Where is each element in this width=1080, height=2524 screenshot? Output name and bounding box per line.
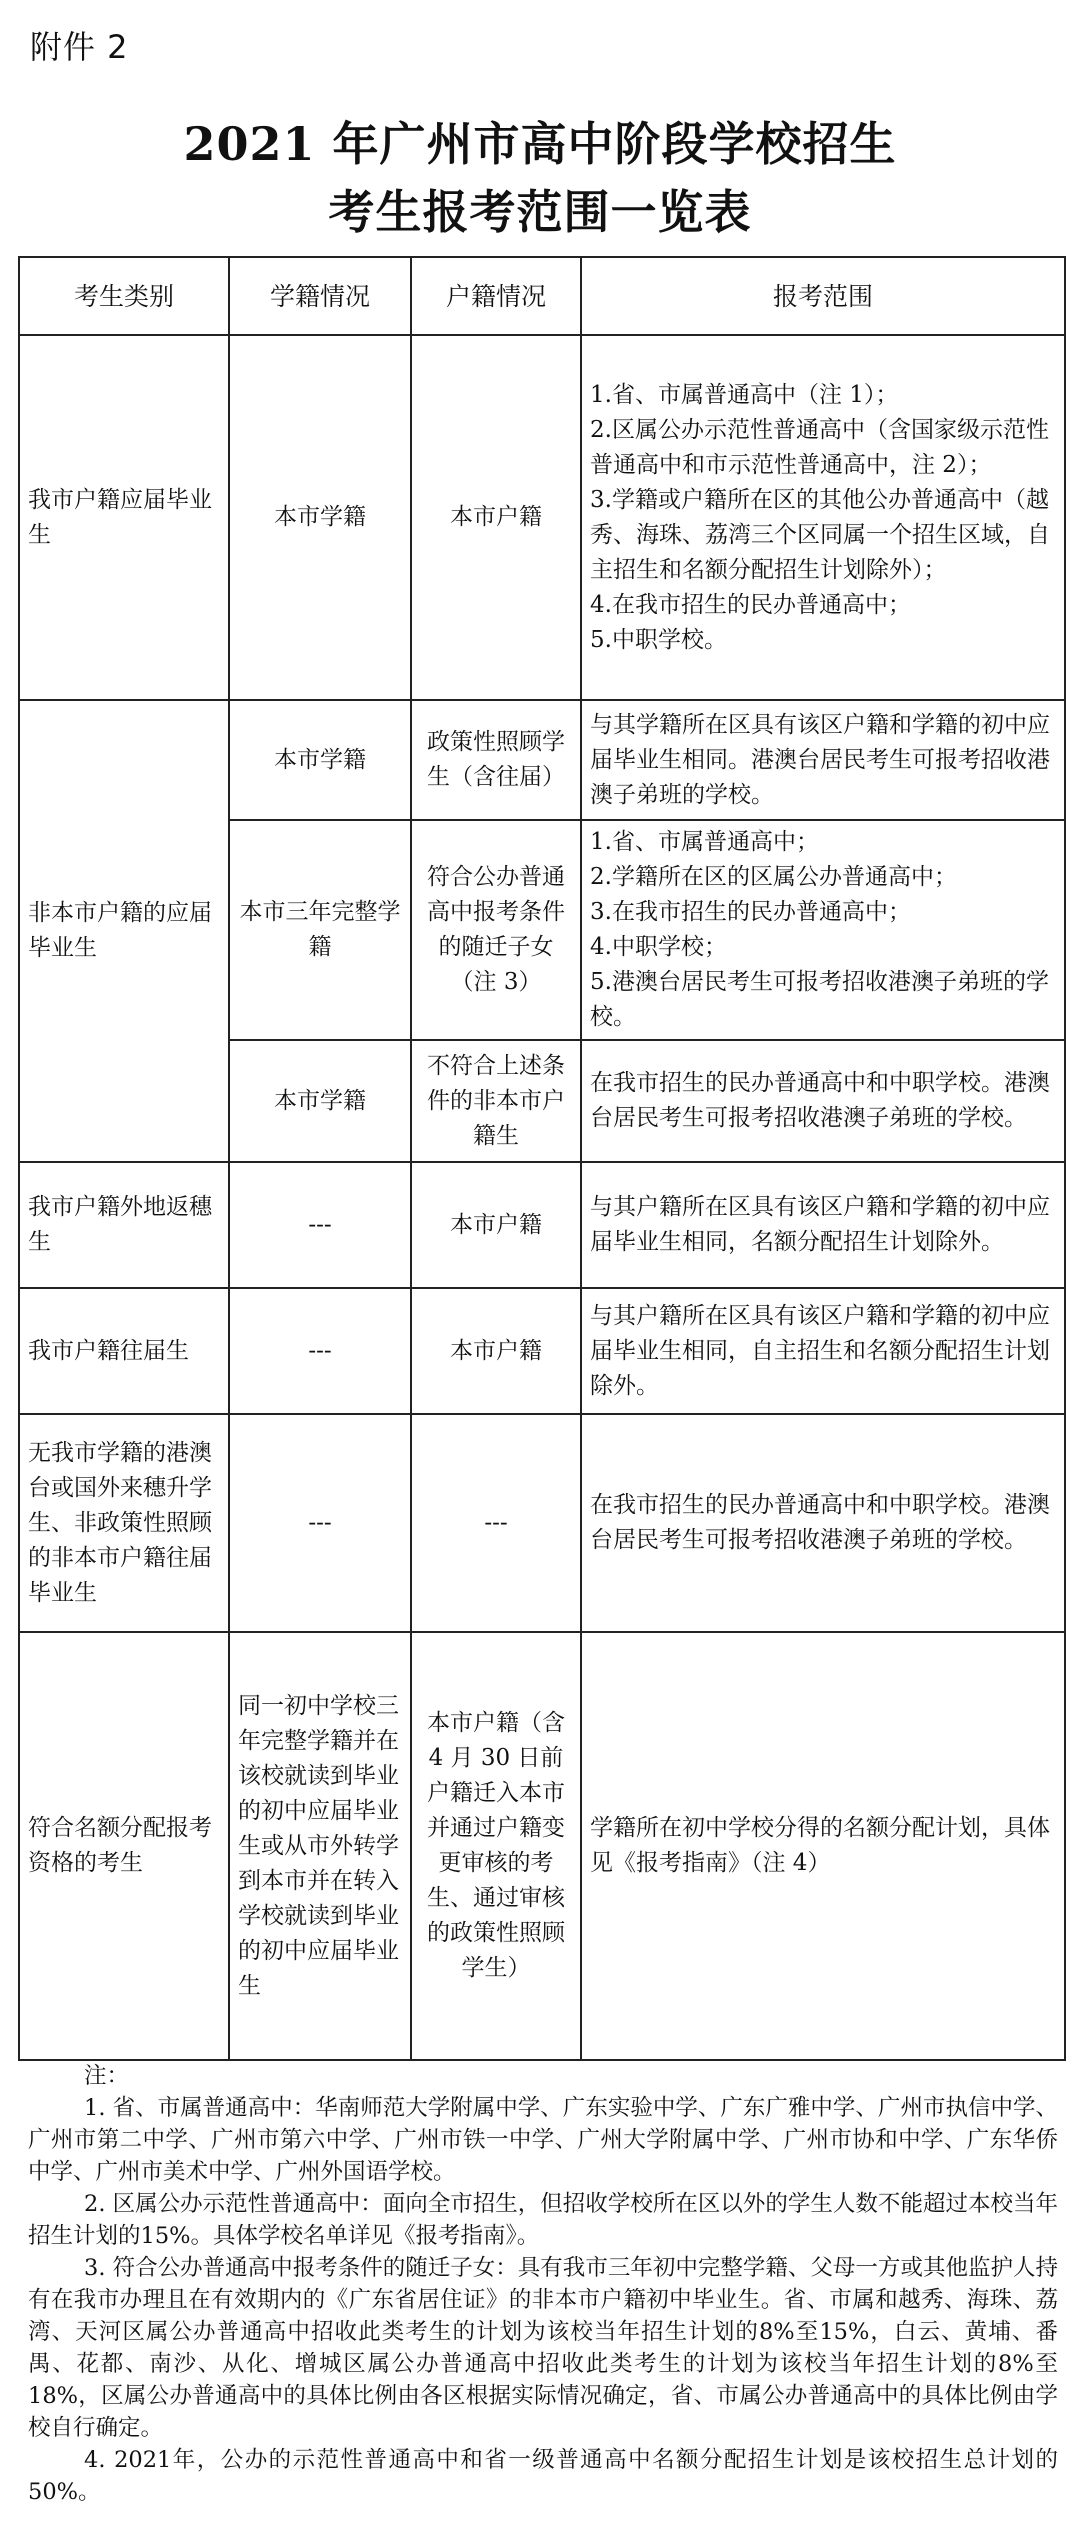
row-category: 无我市学籍的港澳台或国外来穗升学生、非政策性照顾的非本市户籍往届毕业生 xyxy=(19,1414,229,1632)
scope-line: 5.港澳台居民考生可报考招收港澳子弟班的学校。 xyxy=(590,969,1049,1030)
table-header-row xyxy=(19,257,1065,335)
attachment-label: 附件 2 xyxy=(30,28,129,66)
row-scope xyxy=(581,335,1065,700)
row-category: 符合名额分配报考资格的考生 xyxy=(19,1632,229,2060)
row-school-status: 本市学籍 xyxy=(229,335,411,700)
note-4: 4. 2021年，公办的示范性普通高中和省一级普通高中名额分配招生计划是该校招生总计划的50%。 xyxy=(28,2447,1058,2505)
scope-line: 3.在我市招生的民办普通高中； xyxy=(590,899,911,925)
scope-line: 2.区属公办示范性普通高中（含国家级示范性普通高中和市示范性普通高中，注 2）； xyxy=(590,416,1049,478)
table-row xyxy=(19,700,1065,820)
note-2: 2. 区属公办示范性普通高中：面向全市招生，但招收学校所在区以外的学生人数不能超过本校当年招生计划的15%。具体学校名单详见《报考指南》。 xyxy=(28,2191,1058,2249)
row-category: 我市户籍应届毕业生 xyxy=(19,335,229,700)
scope-line: 2.学籍所在区的区属公办普通高中； xyxy=(590,864,957,890)
row-household: 政策性照顾学生（含往届） xyxy=(411,700,581,820)
header-scope: 报考范围 xyxy=(581,257,1065,335)
notes-label: 注： xyxy=(84,2063,130,2089)
row-scope: 在我市招生的民办普通高中和中职学校。港澳台居民考生可报考招收港澳子弟班的学校。 xyxy=(581,1040,1065,1162)
row-scope xyxy=(581,820,1065,1040)
row-category: 我市户籍往届生 xyxy=(19,1288,229,1414)
row-household: 本市户籍（含 4 月 30 日前户籍迁入本市并通过户籍变更审核的考生、通过审核的政策性照顾学生） xyxy=(411,1632,581,2060)
row-school-status: 本市三年完整学籍 xyxy=(229,820,411,1040)
row-household: 本市户籍 xyxy=(411,1288,581,1414)
row-scope: 与其学籍所在区具有该区户籍和学籍的初中应届毕业生相同。港澳台居民考生可报考招收港澳子弟班的学校。 xyxy=(581,700,1065,820)
row-household: --- xyxy=(411,1414,581,1632)
header-school-status: 学籍情况 xyxy=(229,257,411,335)
note-3: 3. 符合公办普通高中报考条件的随迁子女：具有我市三年初中完整学籍、父母一方或其他监护人持有在我市办理且在有效期内的《广东省居住证》的非本市户籍初中毕业生。省、市属和越秀、海珠、荔湾、天河区属公办普通高中招收此类考生的计划为该校当年招生计划的8%至15%，白云、黄埔、番禺、花都、南沙、从化、增城区属公办普通高中招收此类考生的计划为该校当年招生计划的8%至18%，区属公办普通高中的具体比例由各区根据实际情况确定，省、市属公办普通高中的具体比例由学校自行确定。 xyxy=(28,2255,1058,2441)
row-scope: 与其户籍所在区具有该区户籍和学籍的初中应届毕业生相同，名额分配招生计划除外。 xyxy=(581,1162,1065,1288)
row-household: 不符合上述条件的非本市户籍生 xyxy=(411,1040,581,1162)
row-category: 我市户籍外地返穗生 xyxy=(19,1162,229,1288)
row-household: 本市户籍 xyxy=(411,335,581,700)
scope-line: 3.学籍或户籍所在区的其他公办普通高中（越秀、海珠、荔湾三个区同属一个招生区域，自主招生和名额分配招生计划除外）； xyxy=(590,486,1050,583)
row-school-status: --- xyxy=(229,1414,411,1632)
row-scope: 在我市招生的民办普通高中和中职学校。港澳台居民考生可报考招收港澳子弟班的学校。 xyxy=(581,1414,1065,1632)
table-row xyxy=(19,1288,1065,1414)
document-title-line2: 考生报考范围一览表 xyxy=(328,185,752,239)
table-row xyxy=(19,1414,1065,1632)
scope-line: 4.中职学校； xyxy=(590,934,727,960)
row-school-status: 同一初中学校三年完整学籍并在该校就读到毕业的初中应届毕业生或从市外转学到本市并在转入学校就读到毕业的初中应届毕业生 xyxy=(229,1632,411,2060)
header-household: 户籍情况 xyxy=(411,257,581,335)
row-school-status: 本市学籍 xyxy=(229,1040,411,1162)
row-household: 符合公办普通高中报考条件的随迁子女（注 3） xyxy=(411,820,581,1040)
table-row xyxy=(19,1632,1065,2060)
row-school-status: 本市学籍 xyxy=(229,700,411,820)
scope-line: 5.中职学校。 xyxy=(590,626,727,653)
row-household: 本市户籍 xyxy=(411,1162,581,1288)
document-title-line1: 2021 年广州市高中阶段学校招生 xyxy=(183,117,897,171)
note-1: 1. 省、市属普通高中：华南师范大学附属中学、广东实验中学、广东广雅中学、广州市执信中学、广州市第二中学、广州市第六中学、广州市铁一中学、广州大学附属中学、广州市协和中学、广东华侨中学、广州市美术中学、广州外国语学校。 xyxy=(28,2095,1058,2185)
row-category: 非本市户籍的应届毕业生 xyxy=(19,700,229,1162)
row-school-status: --- xyxy=(229,1288,411,1414)
scope-line: 4.在我市招生的民办普通高中； xyxy=(590,591,911,618)
row-scope: 与其户籍所在区具有该区户籍和学籍的初中应届毕业生相同，自主招生和名额分配招生计划除外。 xyxy=(581,1288,1065,1414)
row-scope: 学籍所在初中学校分得的名额分配计划，具体见《报考指南》（注 4） xyxy=(581,1632,1065,2060)
scope-line: 1.省、市属普通高中（注 1）； xyxy=(590,381,899,408)
table-row xyxy=(19,335,1065,700)
table-row xyxy=(19,1162,1065,1288)
row-school-status: --- xyxy=(229,1162,411,1288)
notes-section xyxy=(28,2060,1058,2508)
header-category: 考生类别 xyxy=(19,257,229,335)
scope-line: 1.省、市属普通高中； xyxy=(590,829,819,855)
scope-table xyxy=(18,256,1066,2061)
